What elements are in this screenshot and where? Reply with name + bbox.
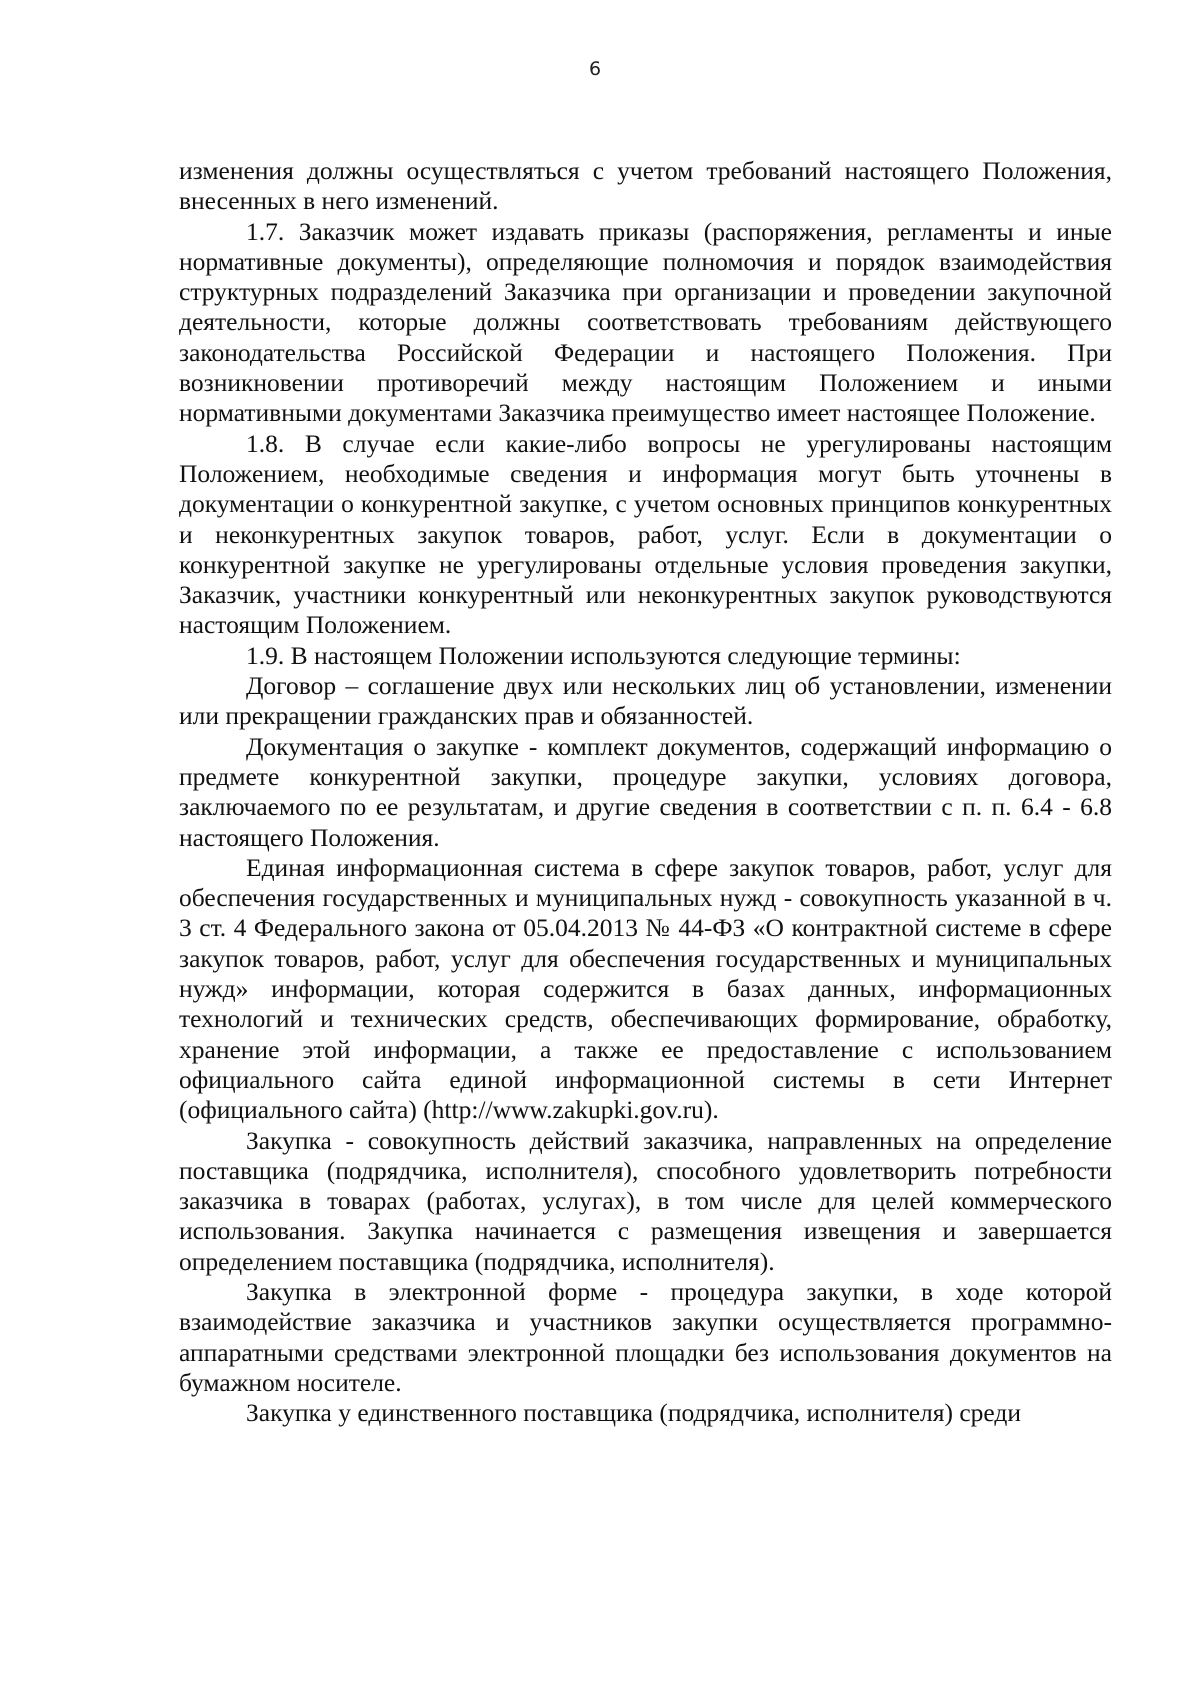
term-procurement: Закупка - совокупность действий заказчика, направленных на определение поставщика (подрядчика, исполнителя), способного удовлетворить потребности заказчика в товарах (работах, услугах), в том числе для целей коммерческого использования. Закупка начинается с размещения извещения и завершается определением поставщика (подрядчика, исполнителя). (179, 1125, 1112, 1276)
term-unified-information-system: Единая информационная система в сфере закупок товаров, работ, услуг для обеспечения государственных и муниципальных нужд - совокупность указанной в ч. 3 ст. 4 Федерального закона от 05.04.2013 № 44-ФЗ «О контрактной системе в сфере закупок товаров, работ, услуг для обеспечения государственных и муниципальных нужд» информации, которая содержится в базах данных, информационных технологий и технических средств, обеспечивающих формирование, обработку, хранение этой информации, а также ее предоставление с использованием официального сайта единой информационной системы в сети Интернет (официального сайта) (http://www.zakupki.gov.ru). (179, 852, 1112, 1125)
term-contract: Договор – соглашение двух или нескольких лиц об установлении, изменении или прекращении гражданских прав и обязанностей. (179, 671, 1112, 731)
paragraph-continuation: изменения должны осуществляться с учетом требований настоящего Положения, внесенных в него изменений. (179, 156, 1112, 216)
term-electronic-procurement: Закупка в электронной форме - процедура закупки, в ходе которой взаимодействие заказчика и участников закупки осуществляется программно-аппаратными средствами электронной площадки без использования документов на бумажном носителе. (179, 1276, 1112, 1397)
paragraph-1-7: 1.7. Заказчик может издавать приказы (распоряжения, регламенты и иные нормативные документы), определяющие полномочия и порядок взаимодействия структурных подразделений Заказчика при организации и проведении закупочной деятельности, которые должны соответствовать требованиям действующего законодательства Российской Федерации и настоящего Положения. При возникновении противоречий между настоящим Положением и иными нормативными документами Заказчика преимущество имеет настоящее Положение. (179, 216, 1112, 428)
paragraph-1-9: 1.9. В настоящем Положении используются следующие термины: (246, 640, 961, 670)
paragraph-1-8: 1.8. В случае если какие-либо вопросы не урегулированы настоящим Положением, необходимые сведения и информация могут быть уточнены в документации о конкурентной закупке, с учетом основных принципов конкурентных и неконкурентных закупок товаров, работ, услуг. Если в документации о конкурентной закупке не урегулированы отдельные условия проведения закупки, Заказчик, участники конкурентный или неконкурентных закупок руководствуются настоящим Положением. (179, 428, 1112, 640)
term-procurement-documentation: Документация о закупке - комплект документов, содержащий информацию о предмете конкурентной закупки, процедуре закупки, условиях договора, заключаемого по ее результатам, и другие сведения в соответствии с п. п. 6.4 - 6.8 настоящего Положения. (179, 731, 1112, 852)
term-single-supplier-procurement: Закупка у единственного поставщика (подрядчика, исполнителя) среди (246, 1398, 1022, 1428)
page-number: 6 (588, 58, 602, 80)
document-body (179, 156, 1112, 1428)
